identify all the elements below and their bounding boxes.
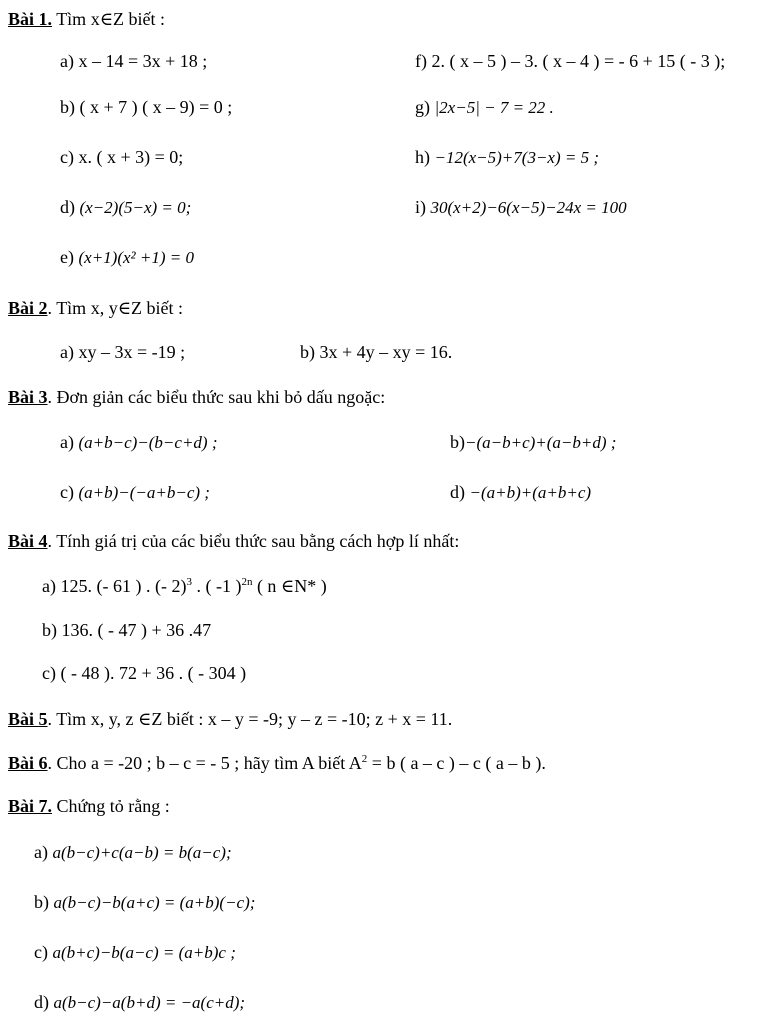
ex7-item-b-expr: a(b−c)−b(a+c) = (a+b)(−c);: [53, 893, 256, 912]
exercise-3-intro: . Đơn giản các biểu thức sau khi bỏ dấu ngoặc:: [47, 387, 386, 407]
exercise-4-heading: [8, 530, 459, 552]
exercise-1-title: Bài 1.: [8, 9, 53, 29]
exercise-3-heading: [8, 386, 385, 408]
exercise-3-title: Bài 3: [8, 387, 48, 407]
ex1-item-i-label: i): [415, 197, 431, 217]
ex3-item-d: [450, 481, 591, 504]
exercise-7-title: Bài 7.: [8, 796, 53, 816]
ex7-item-c: [34, 941, 236, 964]
ex3-item-c-label: c): [60, 482, 79, 502]
exercise-4-intro: . Tính giá trị của các biểu thức sau bằng cách hợp lí nhất:: [47, 531, 460, 551]
ex1-item-c: c) x. ( x + 3) = 0;: [60, 147, 184, 167]
exercise-5-heading: [8, 708, 452, 730]
exercise-6-title: Bài 6: [8, 753, 48, 773]
ex4-item-a-post: ( n ∈N* ): [252, 576, 327, 596]
ex4-item-a-mid: . ( -1 ): [191, 576, 242, 596]
exercise-6-heading: [8, 752, 546, 774]
ex1-item-h: [415, 146, 599, 169]
ex3-item-d-expr: −(a+b)+(a+b+c): [469, 483, 592, 502]
ex1-item-i-expr: 30(x+2)−6(x−5)−24x = 100: [430, 198, 627, 217]
ex1-item-e: [60, 246, 194, 269]
ex4-item-a-exponent-2: 2n: [241, 576, 253, 588]
ex7-item-b-label: b): [34, 892, 54, 912]
ex4-item-b: b) 136. ( - 47 ) + 36 .47: [42, 620, 212, 640]
ex1-item-d-expr: (x−2)(5−x) = 0;: [79, 198, 192, 217]
ex2-item-a: a) xy – 3x = -19 ;: [60, 342, 186, 362]
ex1-item-e-label: e): [60, 247, 79, 267]
ex4-item-a: [42, 575, 327, 597]
ex1-item-a: a) x – 14 = 3x + 18 ;: [60, 51, 208, 71]
ex1-item-f: f) 2. ( x – 5 ) – 3. ( x – 4 ) = - 6 + 15 ( - 3 );: [415, 51, 726, 71]
ex1-item-g: [415, 96, 554, 119]
ex4-item-c: c) ( - 48 ). 72 + 36 . ( - 304 ): [42, 663, 247, 683]
ex7-item-d-expr: a(b−c)−a(b+d) = −a(c+d);: [53, 993, 246, 1012]
exercise-6-text-post: = b ( a – c ) – c ( a – b ).: [367, 753, 546, 773]
ex1-item-g-label: g): [415, 97, 435, 117]
ex1-item-h-label: h): [415, 147, 435, 167]
ex1-item-b: b) ( x + 7 ) ( x – 9) = 0 ;: [60, 97, 233, 117]
ex1-item-h-expr: −12(x−5)+7(3−x) = 5 ;: [434, 148, 600, 167]
exercise-1-heading: [8, 8, 165, 30]
ex4-item-a-exponent-1: 3: [186, 576, 192, 588]
exercise-6-text-pre: . Cho a = -20 ; b – c = - 5 ; hãy tìm A biết A: [47, 753, 362, 773]
ex7-item-d: [34, 991, 245, 1014]
ex3-item-a-expr: (a+b−c)−(b−c+d) ;: [78, 433, 218, 452]
ex3-item-c-expr: (a+b)−(−a+b−c) ;: [78, 483, 210, 502]
exercise-5-title: Bài 5: [8, 709, 48, 729]
ex7-item-a: [34, 841, 232, 864]
ex1-item-g-expr: |2x−5| − 7 = 22 .: [434, 98, 554, 117]
ex3-item-b-label: b): [450, 432, 465, 452]
ex3-item-b: [450, 431, 616, 454]
exercise-4-title: Bài 4: [8, 531, 48, 551]
ex3-item-b-expr: −(a−b+c)+(a−b+d) ;: [465, 433, 617, 452]
ex7-item-c-label: c): [34, 942, 53, 962]
ex4-item-a-pre: a) 125. (- 61 ) . (- 2): [42, 576, 187, 596]
exercise-7-heading: [8, 795, 170, 817]
ex7-item-d-label: d): [34, 992, 54, 1012]
exercise-1-intro: Tìm x∈Z biết :: [52, 9, 165, 29]
exercise-5-text: . Tìm x, y, z ∈Z biết : x – y = -9; y – z = -10; z + x = 11.: [47, 709, 453, 729]
ex1-item-i: [415, 196, 627, 219]
ex3-item-c: [60, 481, 210, 504]
ex1-item-d: [60, 196, 191, 219]
exercise-7-intro: Chứng tỏ rằng :: [52, 796, 170, 816]
ex1-item-e-expr: (x+1)(x² +1) = 0: [78, 248, 194, 267]
exercise-6-exponent: 2: [361, 753, 368, 765]
exercise-2-intro: . Tìm x, y∈Z biết :: [47, 298, 183, 318]
ex3-item-a: [60, 431, 218, 454]
ex1-item-d-label: d): [60, 197, 80, 217]
ex7-item-c-expr: a(b+c)−b(a−c) = (a+b)c ;: [52, 943, 236, 962]
ex7-item-b: [34, 891, 255, 914]
exercise-2-heading: [8, 297, 183, 319]
ex7-item-a-expr: a(b−c)+c(a−b) = b(a−c);: [52, 843, 232, 862]
exercise-2-title: Bài 2: [8, 298, 48, 318]
ex3-item-a-label: a): [60, 432, 79, 452]
ex2-item-b: b) 3x + 4y – xy = 16.: [300, 342, 453, 362]
ex3-item-d-label: d): [450, 482, 470, 502]
ex7-item-a-label: a): [34, 842, 53, 862]
